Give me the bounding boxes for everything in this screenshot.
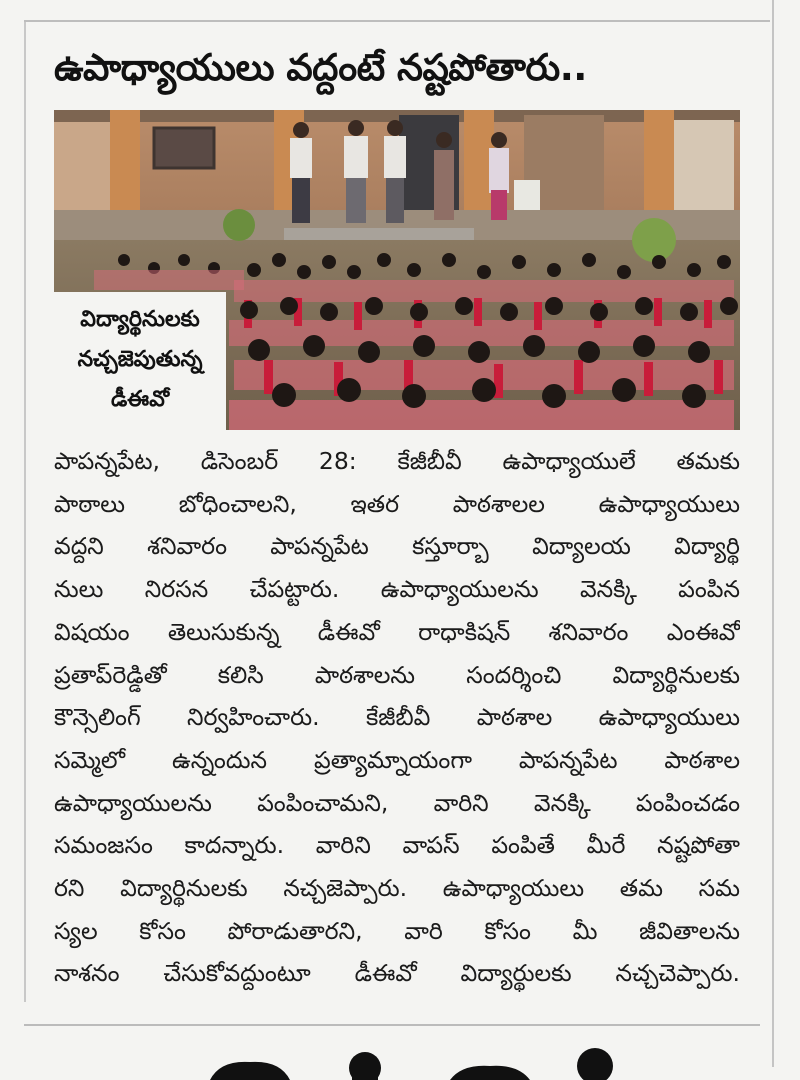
body-line: సమ్మెలో ఉన్నందున ప్రత్యామ్నాయంగా పాపన్నపేట పాఠశాల bbox=[54, 745, 740, 774]
left-column-divider bbox=[24, 22, 26, 1002]
caption-line-2: నచ్చజెపుతున్న bbox=[77, 347, 203, 372]
caption-line-1: విద్యార్థినులకు bbox=[80, 307, 200, 332]
body-line: పాఠాలు బోధించాలని, ఇతర పాఠశాలల ఉపాధ్యాయులు bbox=[54, 489, 740, 518]
body-line: కౌన్సెలింగ్ నిర్వహించారు. కేజీబీవీ పాఠశాల ఉపాధ్యాయులు bbox=[54, 703, 740, 732]
body-line: సమంజసం కాదన్నారు. వారిని వాపస్ పంపితే మీరే నష్టపోతా bbox=[54, 831, 740, 860]
body-line: వద్దని శనివారం పాపన్నపేట కస్తూర్బా విద్యాలయ విద్యార్థి bbox=[54, 532, 740, 561]
bottom-divider bbox=[24, 1024, 760, 1026]
top-divider bbox=[24, 20, 770, 22]
body-line: నాశనం చేసుకోవద్దుంటూ డీఈవో విద్యార్థులకు నచ్చచెప్పారు. bbox=[54, 959, 740, 988]
body-line: స్యల కోసం పోరాడుతారని, వారి కోసం మీ జీవితాలను bbox=[54, 916, 740, 945]
article-headline: ఉపాధ్యాయులు వద్దంటే నష్టపోతారు.. bbox=[54, 46, 587, 89]
photo-caption bbox=[54, 292, 226, 430]
body-line: ఉపాధ్యాయులను పంపించామని, వారిని వెనక్కి పంపించడం bbox=[54, 788, 740, 817]
article-photo bbox=[54, 110, 740, 430]
right-column-divider bbox=[772, 0, 774, 1067]
body-line: పాపన్నపేట, డిసెంబర్ 28: కేజీబీవీ ఉపాధ్యాయులే తమకు bbox=[54, 447, 740, 475]
news-article bbox=[44, 30, 744, 1005]
body-line: నులు నిరసన చేపట్టారు. ఉపాధ్యాయులను వెనక్కి పంపిన bbox=[54, 575, 740, 604]
body-line: రని విద్యార్థినులకు నచ్చజెప్పారు. ఉపాధ్యాయులు తమ సమ bbox=[54, 874, 740, 903]
article-body bbox=[54, 440, 740, 995]
body-line: ప్రతాప్‌రెడ్డితో కలిసి పాఠశాలను సందర్శించి విద్యార్థినులకు bbox=[54, 660, 740, 689]
cropped-headline-glyphs bbox=[200, 1040, 620, 1080]
next-article-headline-cropped bbox=[200, 1040, 620, 1080]
caption-line-3: డీఈవో bbox=[110, 387, 170, 412]
body-line: విషయం తెలుసుకున్న డీఈవో రాధాకిషన్ శనివారం ఎంఈవో bbox=[54, 617, 740, 646]
